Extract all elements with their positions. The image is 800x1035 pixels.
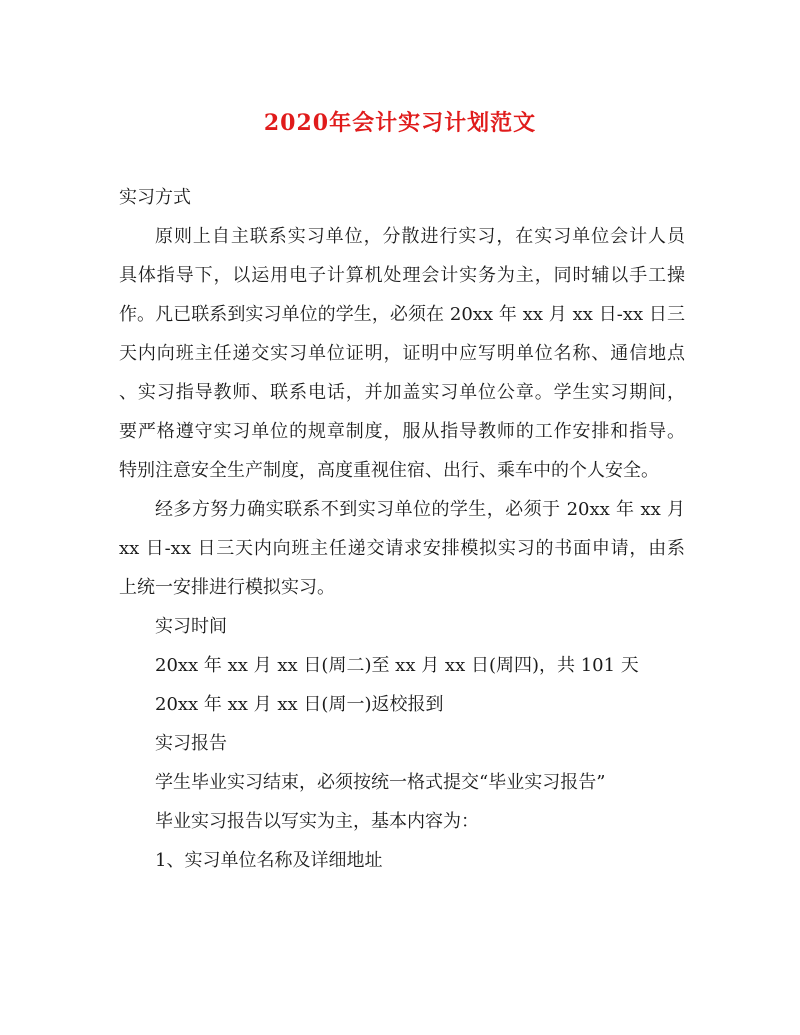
heading-internship-time: 实习时间 bbox=[155, 616, 227, 637]
paragraph-line: xx 日-xx 日三天内向班主任递交请求安排模拟实习的书面申请，由系 bbox=[119, 538, 685, 559]
paragraph-simulated-internship bbox=[119, 490, 685, 607]
paragraph-line: 经多方努力确实联系不到实习单位的学生，必须于 20xx 年 xx 月 bbox=[155, 499, 685, 520]
document-title: 2020年会计实习计划范文 bbox=[263, 110, 537, 136]
paragraph-line: 特别注意安全生产制度，高度重视住宿、出行、乘车中的个人安全。 bbox=[119, 460, 659, 481]
paragraph-line: 天内向班主任递交实习单位证明，证明中应写明单位名称、通信地点 bbox=[119, 343, 685, 364]
paragraph-line: 具体指导下，以运用电子计算机处理会计实务为主，同时辅以手工操 bbox=[119, 265, 685, 286]
paragraph-line: 上统一安排进行模拟实习。 bbox=[119, 577, 335, 598]
report-content-intro: 毕业实习报告以写实为主，基本内容为： bbox=[155, 811, 479, 832]
paragraph-line: 要严格遵守实习单位的规章制度，服从指导教师的工作安排和指导。 bbox=[119, 421, 685, 442]
paragraph-line: 、实习指导教师、联系电话，并加盖实习单位公章。学生实习期间， bbox=[119, 382, 685, 403]
paragraph-method-details bbox=[119, 217, 685, 490]
report-requirement: 学生毕业实习结束，必须按统一格式提交“毕业实习报告” bbox=[155, 772, 606, 793]
heading-internship-method: 实习方式 bbox=[119, 187, 191, 208]
heading-internship-report: 实习报告 bbox=[155, 733, 227, 754]
document-body bbox=[119, 178, 685, 880]
paragraph-line: 作。凡已联系到实习单位的学生，必须在 20xx 年 xx 月 xx 日-xx 日三 bbox=[119, 304, 685, 325]
report-item: 1、实习单位名称及详细地址 bbox=[155, 850, 383, 871]
paragraph-line: 原则上自主联系实习单位，分散进行实习，在实习单位会计人员 bbox=[155, 226, 685, 247]
internship-period: 20xx 年 xx 月 xx 日(周二)至 xx 月 xx 日(周四)，共 101 天 bbox=[155, 655, 639, 676]
return-to-school-date: 20xx 年 xx 月 xx 日(周一)返校报到 bbox=[155, 694, 444, 715]
